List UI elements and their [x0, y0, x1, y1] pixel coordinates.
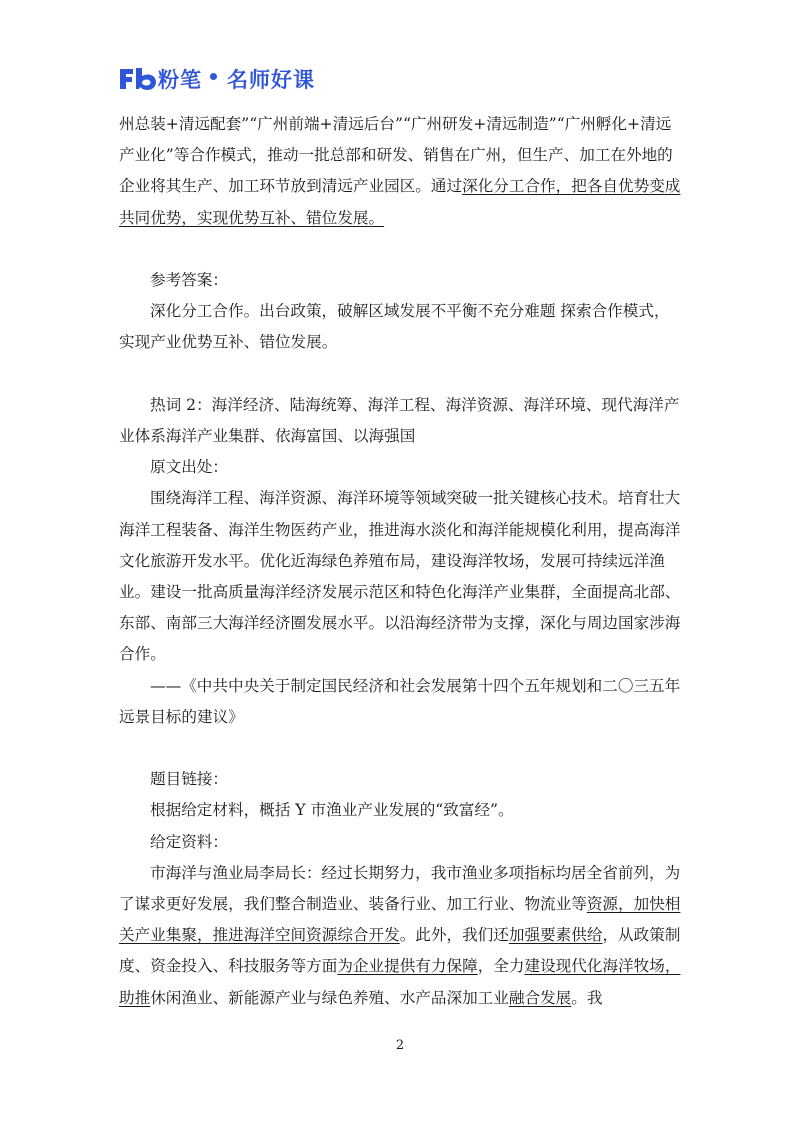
- spacer: [119, 359, 684, 390]
- paragraph-text: 州总装+清远配套”“广州前端+清远后台”“广州研发+清远制造”“广州孵化+清远产业化”等合作模式，推动一批总部和研发、销售在广州，但生产、加工在外地的企业将其生产、加工环节放到清远产业园区。通过: [119, 115, 673, 196]
- logo-slogan-text: 名师好课: [227, 68, 315, 92]
- source-text: 围绕海洋工程、海洋资源、海洋环境等领域突破一批关键核心技术。培育壮大海洋工程装备、海洋生物医药产业，推进海水淡化和海洋能规模化利用，提高海洋文化旅游开发水平。优化近海绿色养殖布局，建设海洋牧场，发展可持续远洋渔业。建设一批高质量海洋经济发展示范区和特色化海洋产业集群，全面提高北部、东部、南部三大海洋经济圈发展水平。以沿海经济带为支撑，深化与周边国家涉海合作。: [119, 489, 681, 664]
- spacer: [119, 234, 684, 265]
- material-segment: ，全力: [477, 957, 525, 976]
- material-label: 给定资料：: [150, 832, 228, 851]
- material-text: [119, 858, 684, 1014]
- underlined-key-phrase: 建设现代化海洋牧场，助推: [119, 957, 681, 1007]
- underlined-key-phrase: 加强要素供给: [508, 926, 603, 945]
- underlined-key-phrase: 为企业提供有力保障: [337, 957, 478, 976]
- document-body: [119, 109, 684, 1014]
- material-segment: 市海洋与渔业局李局长：经过长期努力，我市渔业多项指标均居全省前列，为了谋求更好发展，我们整合制造业、装备行业、加工行业、物流业等: [119, 863, 681, 914]
- question-prompt: 根据给定材料，概括 Y 市渔业产业发展的“致富经”。: [150, 801, 514, 820]
- material-segment: 休闲渔业、新能源产业与绿色养殖、水产品深加工业: [150, 988, 509, 1007]
- hotword-title: 热词 2：海洋经济、陆海统筹、海洋工程、海洋资源、海洋环境、现代海洋产业体系海洋产业集群、依海富国、以海强国: [119, 395, 680, 445]
- fb-logo-icon: [118, 66, 158, 92]
- underlined-key-phrase: 深化分工合作，把各自优势变成共同优势，实现优势互补、错位发展。: [119, 177, 681, 227]
- page-number: 2: [395, 1038, 405, 1053]
- material-segment: 。此外，我们还: [399, 926, 509, 945]
- underlined-key-phrase: 融合发展: [508, 988, 572, 1007]
- brand-logo: [118, 64, 315, 94]
- paragraph-continuation: [119, 109, 684, 234]
- material-segment: 。我: [571, 988, 603, 1007]
- spacer: [119, 733, 684, 764]
- logo-separator-dot: [210, 73, 217, 80]
- material-segment: ，从政策制度、资金投入、科技服务等方面: [119, 926, 681, 976]
- question-link-label: 题目链接：: [150, 770, 228, 789]
- underlined-key-phrase: 资源，加快相关产业集聚，推进海洋空间资源综合开发: [119, 895, 681, 945]
- source-label: 原文出处：: [150, 458, 228, 477]
- source-citation: ——《中共中央关于制定国民经济和社会发展第十四个五年规划和二〇三五年远景目标的建议》: [119, 676, 681, 726]
- logo-brand-text: 粉笔: [158, 68, 202, 92]
- answer-label: 参考答案：: [150, 271, 228, 289]
- answer-text: 深化分工合作。出台政策，破解区域发展不平衡不充分难题 探索合作模式，实现产业优势互补、错位发展。: [119, 302, 670, 352]
